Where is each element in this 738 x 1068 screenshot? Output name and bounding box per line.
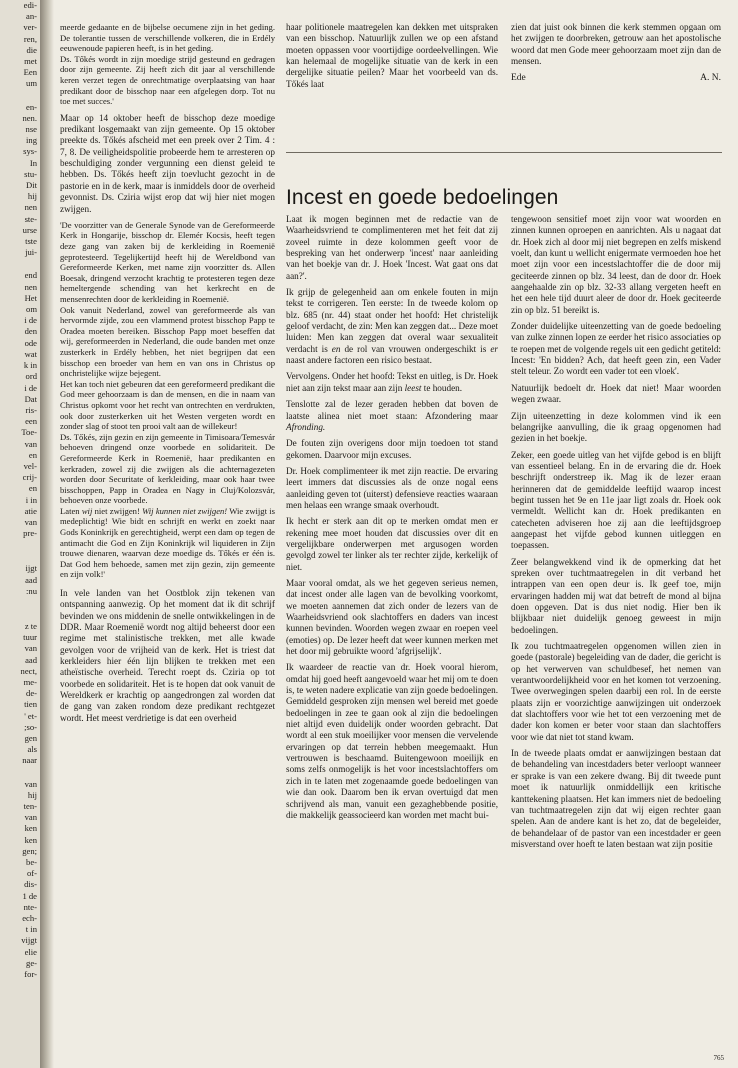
edge-fragment: van bbox=[24, 778, 37, 789]
section-divider bbox=[286, 152, 722, 153]
edge-fragment: naar bbox=[22, 755, 37, 766]
edge-fragment: ge- bbox=[26, 957, 37, 968]
edge-fragment: of- bbox=[26, 868, 37, 879]
article-column-right bbox=[511, 214, 721, 855]
edge-fragment bbox=[0, 90, 40, 102]
edge-fragment: edi- bbox=[23, 0, 37, 10]
edge-fragment: elie bbox=[24, 946, 37, 957]
edge-fragment: Dat bbox=[24, 393, 37, 404]
edge-fragment: als bbox=[27, 744, 37, 755]
edge-fragment: :nu bbox=[26, 585, 37, 596]
edge-fragment bbox=[0, 551, 40, 563]
edge-fragment: crij- bbox=[22, 472, 37, 483]
edge-fragment: ren, bbox=[23, 33, 37, 44]
edge-fragment: een bbox=[25, 416, 37, 427]
paragraph: Zonder duidelijke uiteenzetting van de goede bedoeling van zulke zinnen lopen ze eerder het risico associaties op te roepen met de volgende regels uit een gedicht getiteld: Incest: 'En bidden? Ach, dat heeft geen zin, een Vader stelt teleur. Zo wordt een vader tot een vloek'. bbox=[511, 321, 721, 377]
signature-place: Ede bbox=[511, 73, 526, 84]
paragraph: Het kan toch niet gebeuren dat een gereformeerd predikant die God meer gehoorzaam is dan de mensen, en die in naam van Christus opkomt voor het recht van ontrechten en verdrukten, ook door zusterkerken uit het Westen vergeten wordt en zonder slag of stoot ten prooi valt aan de willekeur! bbox=[60, 378, 275, 432]
text: Vervolgens. Onder het hoofd: Tekst en uitleg, is Dr. Hoek niet aan zijn tekst maar aan zijn bbox=[286, 371, 498, 393]
paragraph bbox=[286, 399, 498, 433]
edge-fragment: In bbox=[29, 157, 37, 168]
edge-fragment: atie bbox=[24, 505, 37, 516]
edge-fragment: 1 de bbox=[22, 890, 37, 901]
paragraph: Natuurlijk bedoelt dr. Hoek dat niet! Maar woorden wegen zwaar. bbox=[511, 382, 721, 405]
page-number: 765 bbox=[713, 1054, 724, 1062]
text: naast andere factoren een risico bestaat. bbox=[286, 355, 432, 366]
edge-fragment: nen bbox=[24, 202, 37, 213]
paragraph: Dr. Hoek complimenteer ik met zijn reactie. De ervaring leert immers dat discussies als de onze nogal eens aanleiding geven tot (uiterst) defensieve reacties waaraan men helaas een wrange smaak overhoudt. bbox=[286, 465, 498, 510]
column-2-top bbox=[286, 22, 498, 95]
edge-fragment: ken bbox=[24, 823, 37, 834]
paragraph: meerde gedaante en de bijbelse oecumene zijn in het geding. De tolerantie tussen de verschillende volkeren, die in Erdély eeuwenoude papieren heeft, is in het geding. bbox=[60, 22, 275, 54]
edge-fragment: for- bbox=[24, 969, 37, 980]
paragraph: Ds. Tőkés wordt in zijn moedige strijd gesteund en gedragen door zijn gemeente. Zij heeft zich dit jaar al verschillende keren verzet tegen de onrechtmatige overplaatsing van haar predikant door de bisschop naar een afgelegen dorp. Tot nu toe met succes.' bbox=[60, 53, 275, 107]
edge-fragment: aad bbox=[25, 654, 37, 665]
edge-fragment: ten- bbox=[23, 801, 37, 811]
paragraph: zien dat juist ook binnen die kerk stemmen opgaan om het zwijgen te doorbreken, getrouw aan het apostolische woord dat men Gode meer gehoorzaam moet zijn dan de mensen. bbox=[511, 22, 721, 67]
paragraph: Ik waardeer de reactie van dr. Hoek vooral hierom, omdat hij goed heeft aangevoeld waar het mij om te doen is, te weten nadere explicatie van zijn goede bedoelingen. Gemiddeld gesproken zijn mensen wel bereid met goede bedoelingen in zee te gaan ook al zijn die bedoelingen niet altijd even duidelijk onder woorden gebracht. Dat wordt al een stuk moeilijker voor mensen die vervelende ervaringen op dat terrein hebben meegemaakt. Hun vertrouwen is beschaamd. Buitengewoon moeilijk en soms zelfs onmogelijk is het voor incestslachtoffers om zich in te laten met zogenaamde goede bedoelingen van wie dan ook. Daarom ben ik ervan overtuigd dat men schrijvend als man, vanuit een gezaghebbende positie, die makkelijk geassocieerd kan worden met macht bui- bbox=[286, 662, 498, 820]
edge-fragment: van bbox=[24, 643, 37, 654]
paragraph bbox=[286, 287, 498, 366]
edge-fragment: stu- bbox=[24, 168, 37, 179]
paragraph: Zeker, een goede uitleg van het vijfde gebod is en blijft van essentieel belang. En in de ervaring die dr. Hoek beschrijft onderstreep ik. Mag ik de lezer eraan herinneren dat de gemiddelde leeftijd waarop incest begint tussen het 9e en 11e jaar ligt zoals dr. Hoek ook vermeldt. Wellicht kan dr. Hoek predikanten en catecheten adviseren hoe zij aan die leeftijdsgroep aangepast het vijfde gebod kunnen uitleggen en toepassen. bbox=[511, 449, 721, 551]
edge-fragment: van bbox=[24, 438, 37, 449]
edge-fragment: i de bbox=[24, 315, 37, 326]
edge-fragment: ing bbox=[26, 135, 37, 146]
paragraph: Ik hecht er sterk aan dit op te merken omdat men er rekening mee moet houden dat discussies over dit en vergelijkbare onderwerpen met argusogen worden gevolgd zowel ter linker als ter rechter zijde, kerkelijk of niet. bbox=[286, 516, 498, 572]
article-headline: Incest en goede bedoelingen bbox=[286, 186, 559, 209]
binding-gutter bbox=[40, 0, 54, 1068]
block-quote bbox=[60, 220, 275, 580]
edge-fragment: end bbox=[24, 270, 37, 281]
paragraph: Zijn uiteenzetting in deze kolommen vind ik een belangrijke aanvulling, die ik graag opgenomen had gezien in het boekje. bbox=[511, 410, 721, 444]
edge-fragment: ;so- bbox=[24, 721, 37, 732]
signature-initials: A. N. bbox=[700, 73, 721, 84]
edge-fragment: ver- bbox=[23, 22, 37, 33]
edge-fragment: Het bbox=[24, 292, 37, 303]
article-column-left bbox=[286, 214, 498, 826]
edge-fragment: sys- bbox=[23, 146, 37, 157]
edge-fragment: z te bbox=[24, 620, 37, 631]
paragraph: Laat ik mogen beginnen met de redactie van de Waarheidsvriend te complimenteren met het feit dat zij zoveel ruimte in deze kolommen geeft voor de bespreking van het onderwerp 'incest' naar aanleiding van het boekje van dr. J. Hoek 'Incest. Wat gaat ons dat aan?'. bbox=[286, 214, 498, 281]
paragraph: De fouten zijn overigens door mijn toedoen tot stand gekomen. Daarvoor mijn excuses. bbox=[286, 438, 498, 460]
signature bbox=[511, 73, 721, 84]
edge-fragment: van bbox=[24, 812, 37, 823]
edge-fragment: ken bbox=[24, 834, 37, 845]
paragraph: Ds. Tőkés, zijn gezin en zijn gemeente in Timisoara/Temesvár behoeven dringend onze voorbede en solidariteit. De Gereformeerde Kerk in Roemenië, haar predikanten en kerkraden, zowel zij die zwijgen als die achternagezeten worden door Securitate of kerkleiding, maar ook haar twee bisschoppen, Papp in Oradea en Nagy in Cluj/Kolozsvár, behoeven onze voorbede. bbox=[60, 431, 275, 506]
paragraph: tengewoon sensitief moet zijn voor wat woorden en zinnen kunnen oproepen en aanrichten. Als u nagaat dat dr. Hoek zich al door mij niet begrepen en zelfs miskend voelt, dan kunt u wellicht enigermate vermoeden hoe het moet zijn voor een incestslachtoffer die de door mij geciteerde zinnen op blz. 34 leest, dan de door dr. Hoek aangehaalde zin op blz. 32-33 allang vergeten heeft en het een hele tijd duurt aleer de door dr. Hoek geciteerde zin op blz. 51 bereikt is. bbox=[511, 214, 721, 315]
paragraph: In vele landen van het Oostblok zijn tekenen van ontspanning aanwezig. Op het moment dat ik dit schrijf bevinden we ons middenin de snelle ontwikkelingen in de DDR. Maar Roemenië wordt nog altijd beheerst door een regime met stalinistische trekken, met alle kwade gevolgen voor de vrijheid van de kerk. Het is triest dat kerkleiders hier één lijn blijken te trekken met een atheïstische overheid. Terecht roept ds. Cziria op tot voorbede en solidariteit. Het is te hopen dat ook vanuit de Wereldkerk er krachtig op aangedrongen zal worden dat de gang van zaken rondom deze predikant rechtgezet wordt. Het meest verdrietige is dat een overheid bbox=[60, 588, 275, 723]
edge-fragment: dis- bbox=[24, 879, 37, 890]
edge-fragment: met bbox=[24, 56, 37, 67]
edge-fragment: van bbox=[24, 516, 37, 527]
emphasis: er bbox=[490, 343, 498, 354]
edge-fragment: hij bbox=[27, 789, 37, 800]
edge-fragment: en bbox=[28, 483, 37, 494]
edge-fragment: ijgt bbox=[25, 563, 37, 574]
edge-fragment: nte- bbox=[23, 901, 37, 912]
edge-fragment: an- bbox=[26, 11, 37, 22]
emphasis: wij bbox=[81, 505, 93, 516]
emphasis: Wij kunnen niet zwijgen! bbox=[142, 505, 228, 516]
text: de rol van vrouwen ondergeschikt is bbox=[340, 343, 491, 354]
edge-fragment: t in bbox=[25, 924, 37, 935]
edge-fragment: pre- bbox=[23, 528, 37, 539]
edge-fragment: de- bbox=[26, 688, 37, 699]
edge-fragment: be- bbox=[26, 857, 37, 868]
edge-fragment: en bbox=[28, 449, 37, 460]
column-3-top bbox=[511, 22, 721, 85]
emphasis: Afronding. bbox=[286, 421, 326, 432]
paragraph: Zeer belangwekkend vind ik de opmerking dat het spreken over tuchtmaatregelen in dit verband het intrappen van een open deur is. Ik geef toe, mijn ervaringen hadden mij wat dat betreft de mond al bijna doen opgeven. Dat is dus niet nodig. Hier ben ik blijkbaar niet duidelijk genoeg geweest in mijn bedoelingen. bbox=[511, 556, 721, 635]
paragraph: Maar op 14 oktober heeft de bisschop deze moedige predikant losgemaakt van zijn gemeente. Op 15 oktober preekte ds. Tőkés afscheid met een preek over 2 Tim. 4 : 7, 8. De veiligheidspolitie probeerde hem te arresteren op beschuldiging zonder vergunning een dienst geleid te hebben. Ds. Tőkés heeft zijn toevlucht gezocht in de pastorie en in de kerk, maar is inmiddels door de overheid gevonnist. Ds. Cziria wijst erop dat wij hier niet mogen zwijgen. bbox=[60, 112, 275, 214]
emphasis: leest bbox=[404, 382, 422, 393]
edge-fragment: ' et- bbox=[24, 710, 37, 721]
edge-fragment bbox=[0, 609, 40, 621]
edge-fragment: k in bbox=[23, 360, 37, 371]
edge-fragment bbox=[0, 539, 40, 551]
edge-fragment bbox=[0, 597, 40, 609]
edge-fragment: Toe- bbox=[21, 427, 37, 438]
previous-page-edge bbox=[0, 0, 40, 1068]
column-1 bbox=[60, 22, 275, 729]
edge-fragment: gen; bbox=[22, 845, 37, 856]
edge-fragment: nse bbox=[25, 124, 37, 135]
text: Laten bbox=[60, 505, 82, 516]
edge-fragment: aad bbox=[25, 574, 37, 585]
paragraph: In de tweede plaats omdat er aanwijzingen bestaan dat de behandeling van incestdaders beter verloopt wanneer er sprake is van een zekere dwang. Bij dit tweede punt moet ik natuurlijk onmiddellijk een kritische kanttekening plaatsen. Het kan immers niet de bedoeling van tuchtmaatregelen zijn dat wij eigen rechter gaan spelen. Aan de andere kant is het zo, dat de begeleider, de behandelaar of de pastor van een incestdader er geen misverstand over hoeft te laten bestaan wat zijn positie bbox=[511, 748, 721, 849]
text: Tenslotte zal de lezer geraden hebben dat boven de laatste alinea niet moet staan: Afzondering maar bbox=[286, 399, 498, 421]
edge-fragment: Dit bbox=[26, 180, 37, 191]
edge-fragment: Een bbox=[23, 67, 37, 78]
paragraph: haar politionele maatregelen kan dekken met uitspraken van een bisschop. Natuurlijk zullen we op een afstand moeten oppassen voor voortijdige oordeelvellingen. Wie kan helemaal de mogelijke situatie van de kerk in een dergelijke situatie peilen? Maar het voorbeeld van ds. Tőkés laat bbox=[286, 22, 498, 89]
quote-continuation bbox=[60, 22, 275, 107]
edge-fragment: urse bbox=[22, 224, 37, 235]
text: Ik grijp de gelegenheid aan om enkele fouten in mijn tekst te corrigeren. Ten eerste: In de tweede kolom op blz. 685 (nr. 44) staat onder het hoofd: Het christelijk geloof verdacht, de zin: Men kan zeggen dat... Deze moet luiden: Men kan zeggen dat overal waar sexualiteit verdacht is bbox=[286, 287, 498, 354]
paragraph: Maar vooral omdat, als we het gegeven serieus nemen, dat incest onder alle lagen van de bevolking voorkomt, we moeten aannemen dat zich onder de lezers van de Waarheidsvriend ook slachtoffers en daders van incest kunnen bevinden. Woorden wegen zwaar en roepen veel (emoties) op. De lezer heeft dat weer kunnen merken met het door mij gebruikte woord 'afgrijselijk'. bbox=[286, 577, 498, 657]
edge-fragment: om bbox=[26, 304, 37, 315]
edge-fragment: jui- bbox=[25, 247, 37, 258]
edge-fragment: den bbox=[24, 326, 37, 337]
edge-fragment: tien bbox=[24, 699, 37, 710]
edge-fragment: ode bbox=[24, 337, 37, 348]
edge-fragment: me- bbox=[23, 676, 37, 687]
edge-fragment: ris- bbox=[25, 404, 37, 415]
edge-fragment: gen bbox=[24, 732, 37, 743]
text: te houden. bbox=[421, 382, 463, 393]
edge-fragment: ste- bbox=[24, 213, 37, 224]
edge-fragment bbox=[0, 767, 40, 779]
edge-fragment: ord bbox=[25, 371, 37, 382]
text: Wie zwijgt is medeplichtig! Wie bidt en schrijft en werkt en zoekt naar Gods Koninkrijk en gerechtigheid, werpt een dam op tegen de antimacht die God en Zijn Koninkrijk wil liquideren in Zijn trouwe dienaren, waarvan deze moedige ds. Tőkés er één is. Dat God hem behoede, samen met zijn gezin, zijn gemeente en zijn volk!' bbox=[60, 505, 275, 580]
edge-fragment: vel- bbox=[23, 460, 37, 471]
edge-fragment: i in bbox=[25, 494, 37, 505]
emphasis: en bbox=[331, 343, 341, 354]
edge-fragment: tuur bbox=[23, 632, 37, 643]
edge-fragment: en- bbox=[26, 101, 37, 112]
edge-fragment: hij bbox=[27, 191, 37, 202]
edge-fragment: die bbox=[26, 44, 37, 55]
edge-fragment: nen bbox=[24, 281, 37, 292]
paragraph bbox=[60, 506, 275, 580]
paragraph: 'De voorzitter van de Generale Synode van de Gereformeerde Kerk in Hongarije, bisschop dr. Elemér Kocsis, heeft tegen deze gang van zaken bij de kerkleiding in Roemenië geprotesteerd. Tegelijkertijd heeft hij de Wereldbond van Gereformeerde Kerken, met name zijn voorzitter ds. Allen Boesak, dringend verzocht krachtig te protesteren tegen deze hemeltergende schending van het kerkrecht en de mensenrechten door de kerkleiding in Roemenië. bbox=[60, 219, 275, 304]
edge-fragment bbox=[0, 258, 40, 270]
edge-fragment: um bbox=[26, 78, 37, 89]
text: niet zwijgen! bbox=[92, 505, 143, 516]
edge-fragment: wat bbox=[24, 348, 37, 359]
edge-fragment: nen. bbox=[22, 112, 37, 123]
paragraph bbox=[286, 371, 498, 394]
paragraph: Ik zou tuchtmaatregelen opgenomen willen zien in goede (pastorale) begeleiding van de dader, die gericht is op het verwerven van schuldbesef, het nemen van verantwoordelijkheid voor en het komen tot verzoening. Twee overwegingen spelen daarbij een rol. In de eerste plaats zijn er voorzichtige aanwijzingen uit onderzoek dat slachtoffers voor wie het tot een verzoening met de dader kon komen er beter voor staan dan slachtoffers voor wie dat niet tot stand kwam. bbox=[511, 641, 721, 742]
edge-fragment: tste bbox=[25, 236, 37, 247]
paragraph: Ook vanuit Nederland, zowel van gereformeerde als van hervormde zijde, zou een vlammend protest bisschop Papp te Oradea moeten bereiken. Bisschop Papp moet beseffen dat wij, gereformeerden in Nederland, die oude banden met onze zusterkerk in Erdély hebben, het niet begrijpen dat een bisschop een broeder van hem en van ons in Christus op onchristelijke wijze bejegent. bbox=[60, 304, 275, 379]
edge-fragment: nect, bbox=[20, 665, 37, 676]
edge-fragment: vijgt bbox=[21, 935, 37, 946]
edge-fragment: ech- bbox=[22, 913, 37, 924]
edge-fragment: i de bbox=[24, 382, 37, 393]
